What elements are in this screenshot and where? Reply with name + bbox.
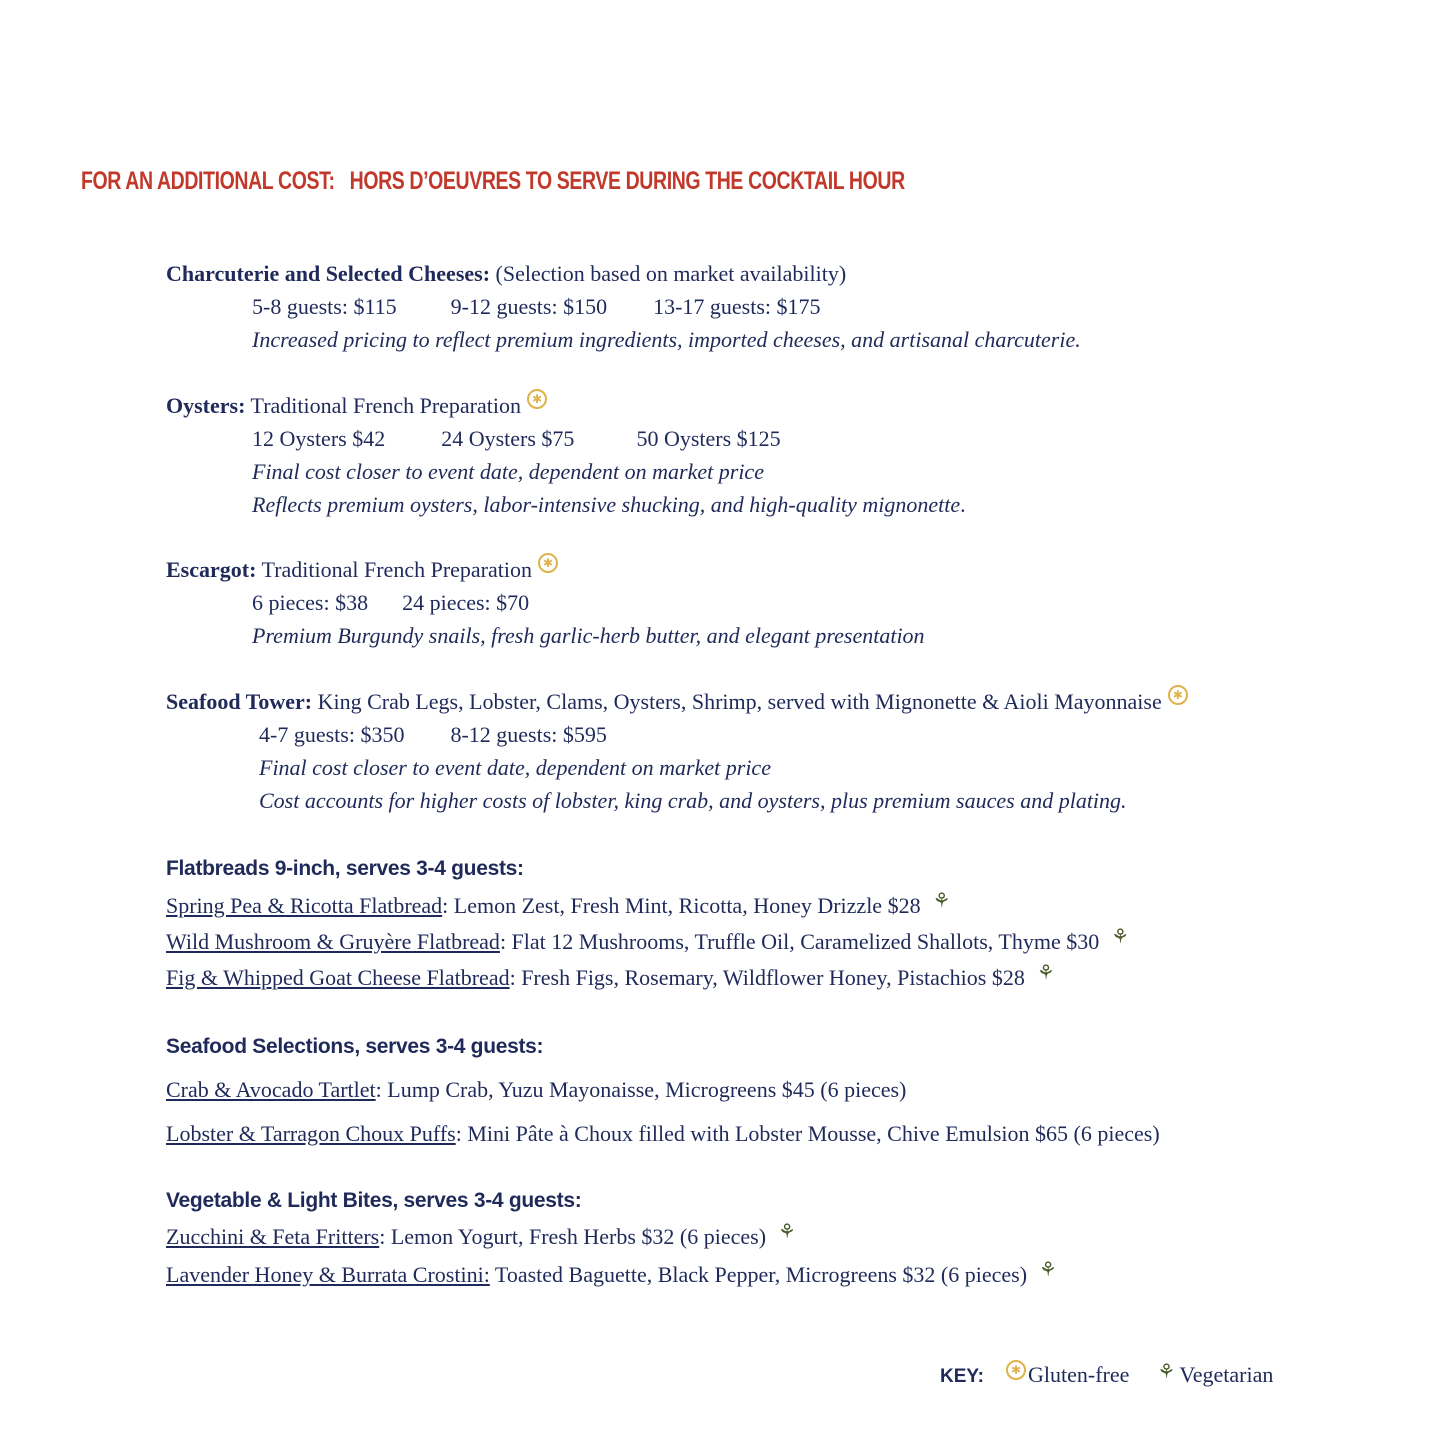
- vegetarian-icon: ⚘: [1157, 1359, 1176, 1383]
- item-description: Traditional French Preparation: [256, 557, 532, 582]
- item-name: Charcuterie and Selected Cheeses:: [166, 261, 491, 286]
- vegetarian-icon: ⚘: [778, 1219, 796, 1243]
- price-option: 5-8 guests: $115: [252, 294, 397, 319]
- key-vegetarian-label: Vegetarian: [1179, 1362, 1274, 1387]
- price-option: 6 pieces: $38: [252, 590, 369, 615]
- vegetarian-icon: ⚘: [1036, 960, 1055, 984]
- section-seafood-selections: [166, 1030, 1160, 1150]
- list-item: [166, 925, 1129, 958]
- item-name: Wild Mushroom & Gruyère Flatbread: [166, 929, 500, 954]
- item-note: Premium Burgundy snails, fresh garlic-herb butter, and elegant presentation: [252, 623, 925, 648]
- gluten-free-icon: ✱: [1006, 1360, 1026, 1380]
- menu-item-oysters: [166, 389, 966, 521]
- section-flatbreads: [166, 852, 1129, 994]
- section-vegetable-light-bites: [166, 1184, 1057, 1291]
- price-option: 13-17 guests: $175: [653, 294, 821, 319]
- item-description: : Lemon Yogurt, Fresh Herbs $32 (6 pieces): [379, 1224, 767, 1249]
- item-description: Toasted Baguette, Black Pepper, Microgreens $32 (6 pieces): [489, 1262, 1028, 1287]
- list-item: [166, 1073, 1160, 1106]
- price-option: 24 Oysters $75: [441, 426, 575, 451]
- list-item: [166, 1258, 1057, 1291]
- menu-item-seafood-tower: [166, 685, 1188, 817]
- item-description: (Selection based on market availability): [490, 261, 847, 286]
- section-heading: Seafood Selections, serves 3-4 guests:: [166, 1035, 544, 1058]
- item-name: Seafood Tower:: [166, 689, 313, 714]
- item-name: Escargot:: [166, 557, 257, 582]
- price-option: 50 Oysters $125: [636, 426, 781, 451]
- gluten-free-icon: ✱: [1168, 685, 1188, 705]
- price-option: 8-12 guests: $595: [450, 722, 607, 747]
- vegetarian-icon: ⚘: [1039, 1257, 1057, 1281]
- item-note: Final cost closer to event date, dependent on market price: [252, 459, 764, 484]
- key-label: KEY:: [940, 1366, 984, 1387]
- item-name: Spring Pea & Ricotta Flatbread: [166, 893, 443, 918]
- item-name: Fig & Whipped Goat Cheese Flatbread: [166, 965, 510, 990]
- price-option: 24 pieces: $70: [402, 590, 530, 615]
- item-description: : Fresh Figs, Rosemary, Wildflower Honey, Pistachios $28: [509, 965, 1025, 990]
- item-note: Cost accounts for higher costs of lobster, king crab, and oysters, plus premium sauces and plating.: [259, 788, 1127, 813]
- item-note: Reflects premium oysters, labor-intensive shucking, and high-quality mignonette: [252, 492, 961, 517]
- price-option: 4-7 guests: $350: [259, 722, 405, 747]
- item-name: Lavender Honey & Burrata Crostini:: [166, 1262, 490, 1287]
- icon-key: [940, 1358, 1273, 1393]
- item-name: Zucchini & Feta Fritters: [166, 1224, 380, 1249]
- vegetarian-icon: ⚘: [1111, 924, 1130, 948]
- item-description: : Mini Pâte à Choux filled with Lobster Mousse, Chive Emulsion $65 (6 pieces): [455, 1121, 1160, 1146]
- item-name: Oysters:: [166, 393, 246, 418]
- price-option: 9-12 guests: $150: [450, 294, 608, 319]
- gluten-free-icon: ✱: [538, 553, 558, 573]
- vegetarian-icon: ⚘: [932, 888, 951, 912]
- gluten-free-icon: ✱: [527, 389, 547, 409]
- menu-item-charcuterie: [166, 257, 1081, 356]
- key-gluten-free-label: Gluten-free: [1027, 1362, 1130, 1387]
- item-description: : Lemon Zest, Fresh Mint, Ricotta, Honey Drizzle $28: [442, 893, 921, 918]
- item-description: : Lump Crab, Yuzu Mayonaisse, Microgreens $45 (6 pieces): [375, 1077, 907, 1102]
- page-title: FOR AN ADDITIONAL COST: HORS D’OEUVRES TO SERVE DURING THE COCKTAIL HOUR: [81, 167, 905, 195]
- item-description: : Flat 12 Mushrooms, Truffle Oil, Caramelized Shallots, Thyme $30: [499, 929, 1100, 954]
- list-item: [166, 961, 1129, 994]
- section-heading: Vegetable & Light Bites, serves 3-4 guests:: [166, 1189, 582, 1212]
- list-item: [166, 1220, 1057, 1253]
- list-item: [166, 889, 1129, 922]
- item-description: Traditional French Preparation: [245, 393, 521, 418]
- menu-item-escargot: [166, 553, 925, 652]
- price-option: 12 Oysters $42: [252, 426, 386, 451]
- section-heading: Flatbreads 9-inch, serves 3-4 guests:: [166, 857, 524, 880]
- list-item: [166, 1117, 1160, 1150]
- item-note: Final cost closer to event date, dependent on market price: [259, 755, 771, 780]
- item-description: King Crab Legs, Lobster, Clams, Oysters, Shrimp, served with Mignonette & Aioli Mayonnaise: [312, 689, 1162, 714]
- note-period: .: [960, 492, 966, 517]
- item-name: Lobster & Tarragon Choux Puffs: [166, 1121, 456, 1146]
- item-name: Crab & Avocado Tartlet: [166, 1077, 376, 1102]
- item-note: Increased pricing to reflect premium ingredients, imported cheeses, and artisanal charcuterie.: [252, 327, 1081, 352]
